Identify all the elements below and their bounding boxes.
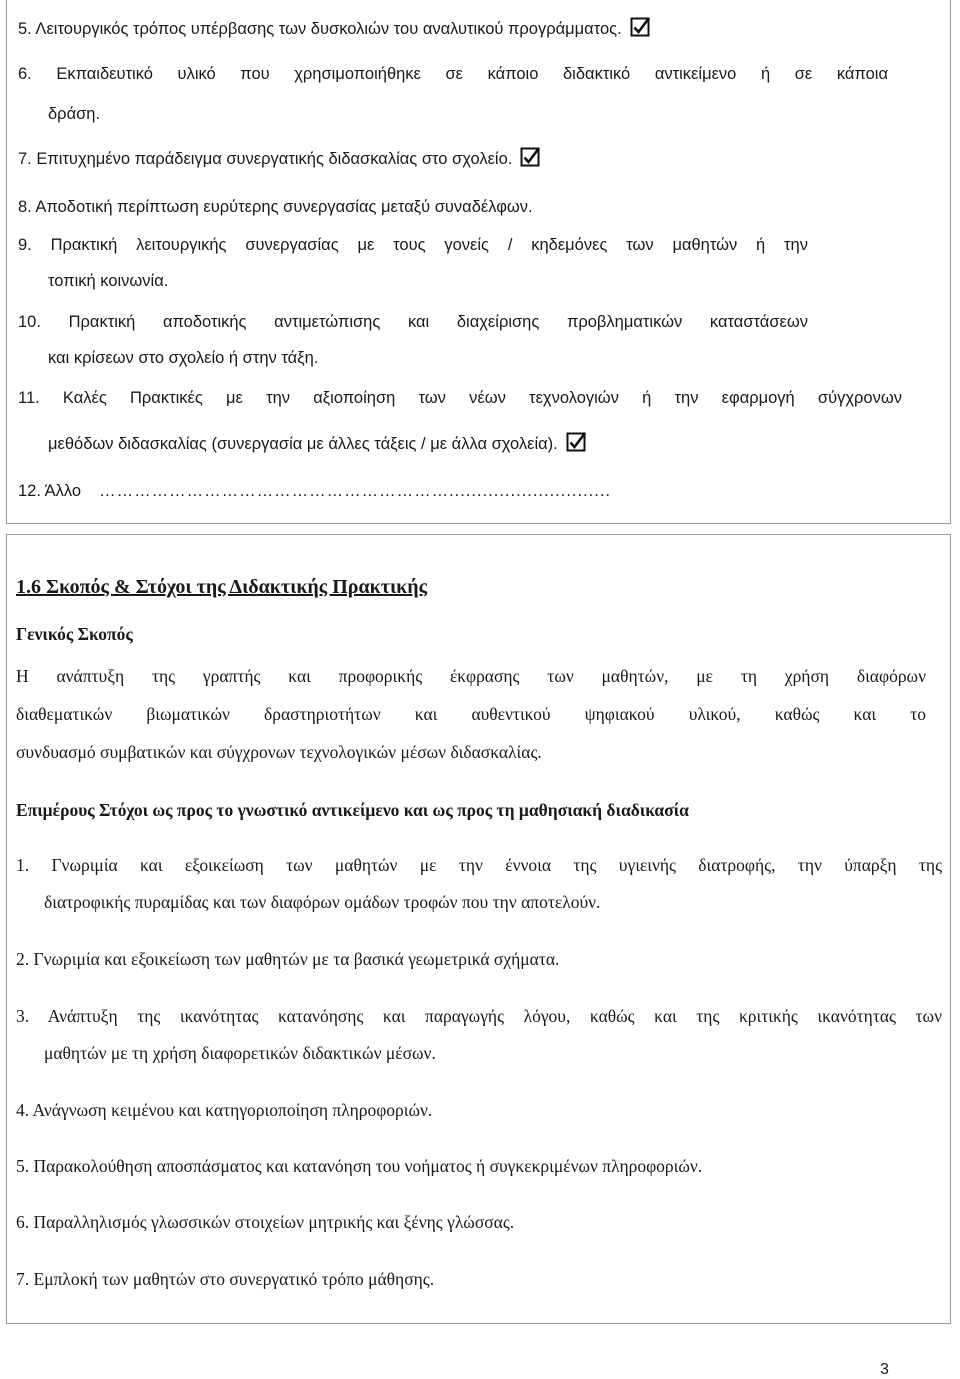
criteria-item-9-line1: 9. Πρακτική λειτουργικής συνεργασίας με τους γονείς / κηδεμόνες των μαθητών ή την xyxy=(18,236,808,254)
objective-1-line1: 1. Γνωριμία και εξοικείωση των μαθητών με την έννοια της υγιεινής διατροφής, την ύπαρξη της xyxy=(16,855,942,875)
criteria-item-6-line1: 6. Εκπαιδευτικό υλικό που χρησιμοποιήθηκε σε κάποιο διδακτικό αντικείμενο ή σε κάποια xyxy=(18,65,888,83)
criteria-item-10-line2: και κρίσεων στο σχολείο ή στην τάξη. xyxy=(48,349,319,367)
objective-2: 2. Γνωριμία και εξοικείωση των μαθητών με τα βασικά γεωμετρικά σχήματα. xyxy=(16,949,560,969)
criteria-item-7: 7. Επιτυχημένο παράδειγμα συνεργατικής διδασκαλίας στο σχολείο. xyxy=(18,147,540,170)
fill-in-dots: ……………………………………………………............................. xyxy=(99,482,612,500)
checked-checkbox-icon xyxy=(630,17,650,37)
objective-6: 6. Παραλληλισμός γλωσσικών στοιχείων μητρικής και ξένης γλώσσας. xyxy=(16,1212,515,1232)
general-aim-line2: διαθεματικών βιωματικών δραστηριοτήτων και αυθεντικού ψηφιακού υλικού, καθώς και το xyxy=(16,704,926,724)
criteria-item-11-line1: 11. Καλές Πρακτικές με την αξιοποίηση των νέων τεχνολογιών ή την εφαρμογή σύγχρονων xyxy=(18,389,902,407)
objective-3-line2: μαθητών με τη χρήση διαφορετικών διδακτικών μέσων. xyxy=(44,1043,436,1063)
general-aim-line1: Η ανάπτυξη της γραπτής και προφορικής έκφρασης των μαθητών, με τη χρήση διαφόρων xyxy=(16,666,926,686)
objective-5: 5. Παρακολούθηση αποσπάσματος και κατανόηση του νοήματος ή συγκεκριμένων πληροφοριών. xyxy=(16,1156,703,1176)
checked-checkbox-icon xyxy=(566,432,586,452)
objectives-title: Επιμέρους Στόχοι ως προς το γνωστικό αντικείμενο και ως προς τη μαθησιακή διαδικασία xyxy=(16,800,689,820)
criteria-item-5: 5. Λειτουργικός τρόπος υπέρβασης των δυσκολιών του αναλυτικού προγράμματος. xyxy=(18,17,650,40)
criteria-item-11-line2: μεθόδων διδασκαλίας (συνεργασία με άλλες τάξεις / με άλλα σχολεία). xyxy=(48,432,586,455)
criteria-item-12: 12. Άλλο ……………………………………………………............................. xyxy=(18,482,612,500)
objective-1-line2: διατροφικής πυραμίδας και των διαφόρων ομάδων τροφών που την αποτελούν. xyxy=(44,892,601,912)
criteria-item-6-line2: δράση. xyxy=(48,105,101,123)
aims-box xyxy=(6,534,951,1324)
section-heading: 1.6 Σκοπός & Στόχοι της Διδακτικής Πρακτικής xyxy=(16,576,428,598)
page-number: 3 xyxy=(880,1361,889,1378)
general-aim-title: Γενικός Σκοπός xyxy=(16,624,133,644)
objective-3-line1: 3. Ανάπτυξη της ικανότητας κατανόησης και παραγωγής λόγου, καθώς και της κριτικής ικανότητας των xyxy=(16,1006,942,1026)
general-aim-line3: συνδυασμό συμβατικών και σύγχρονων τεχνολογικών μέσων διδασκαλίας. xyxy=(16,742,542,762)
criteria-item-9-line2: τοπική κοινωνία. xyxy=(48,272,169,290)
checked-checkbox-icon xyxy=(520,147,540,167)
criteria-item-8: 8. Αποδοτική περίπτωση ευρύτερης συνεργασίας μεταξύ συναδέλφων. xyxy=(18,198,533,216)
criteria-item-10-line1: 10. Πρακτική αποδοτικής αντιμετώπισης και διαχείρισης προβληματικών καταστάσεων xyxy=(18,313,808,331)
objective-7: 7. Εμπλοκή των μαθητών στο συνεργατικό τρόπο μάθησης. xyxy=(16,1269,435,1289)
objective-4: 4. Ανάγνωση κειμένου και κατηγοριοποίηση πληροφοριών. xyxy=(16,1100,433,1120)
